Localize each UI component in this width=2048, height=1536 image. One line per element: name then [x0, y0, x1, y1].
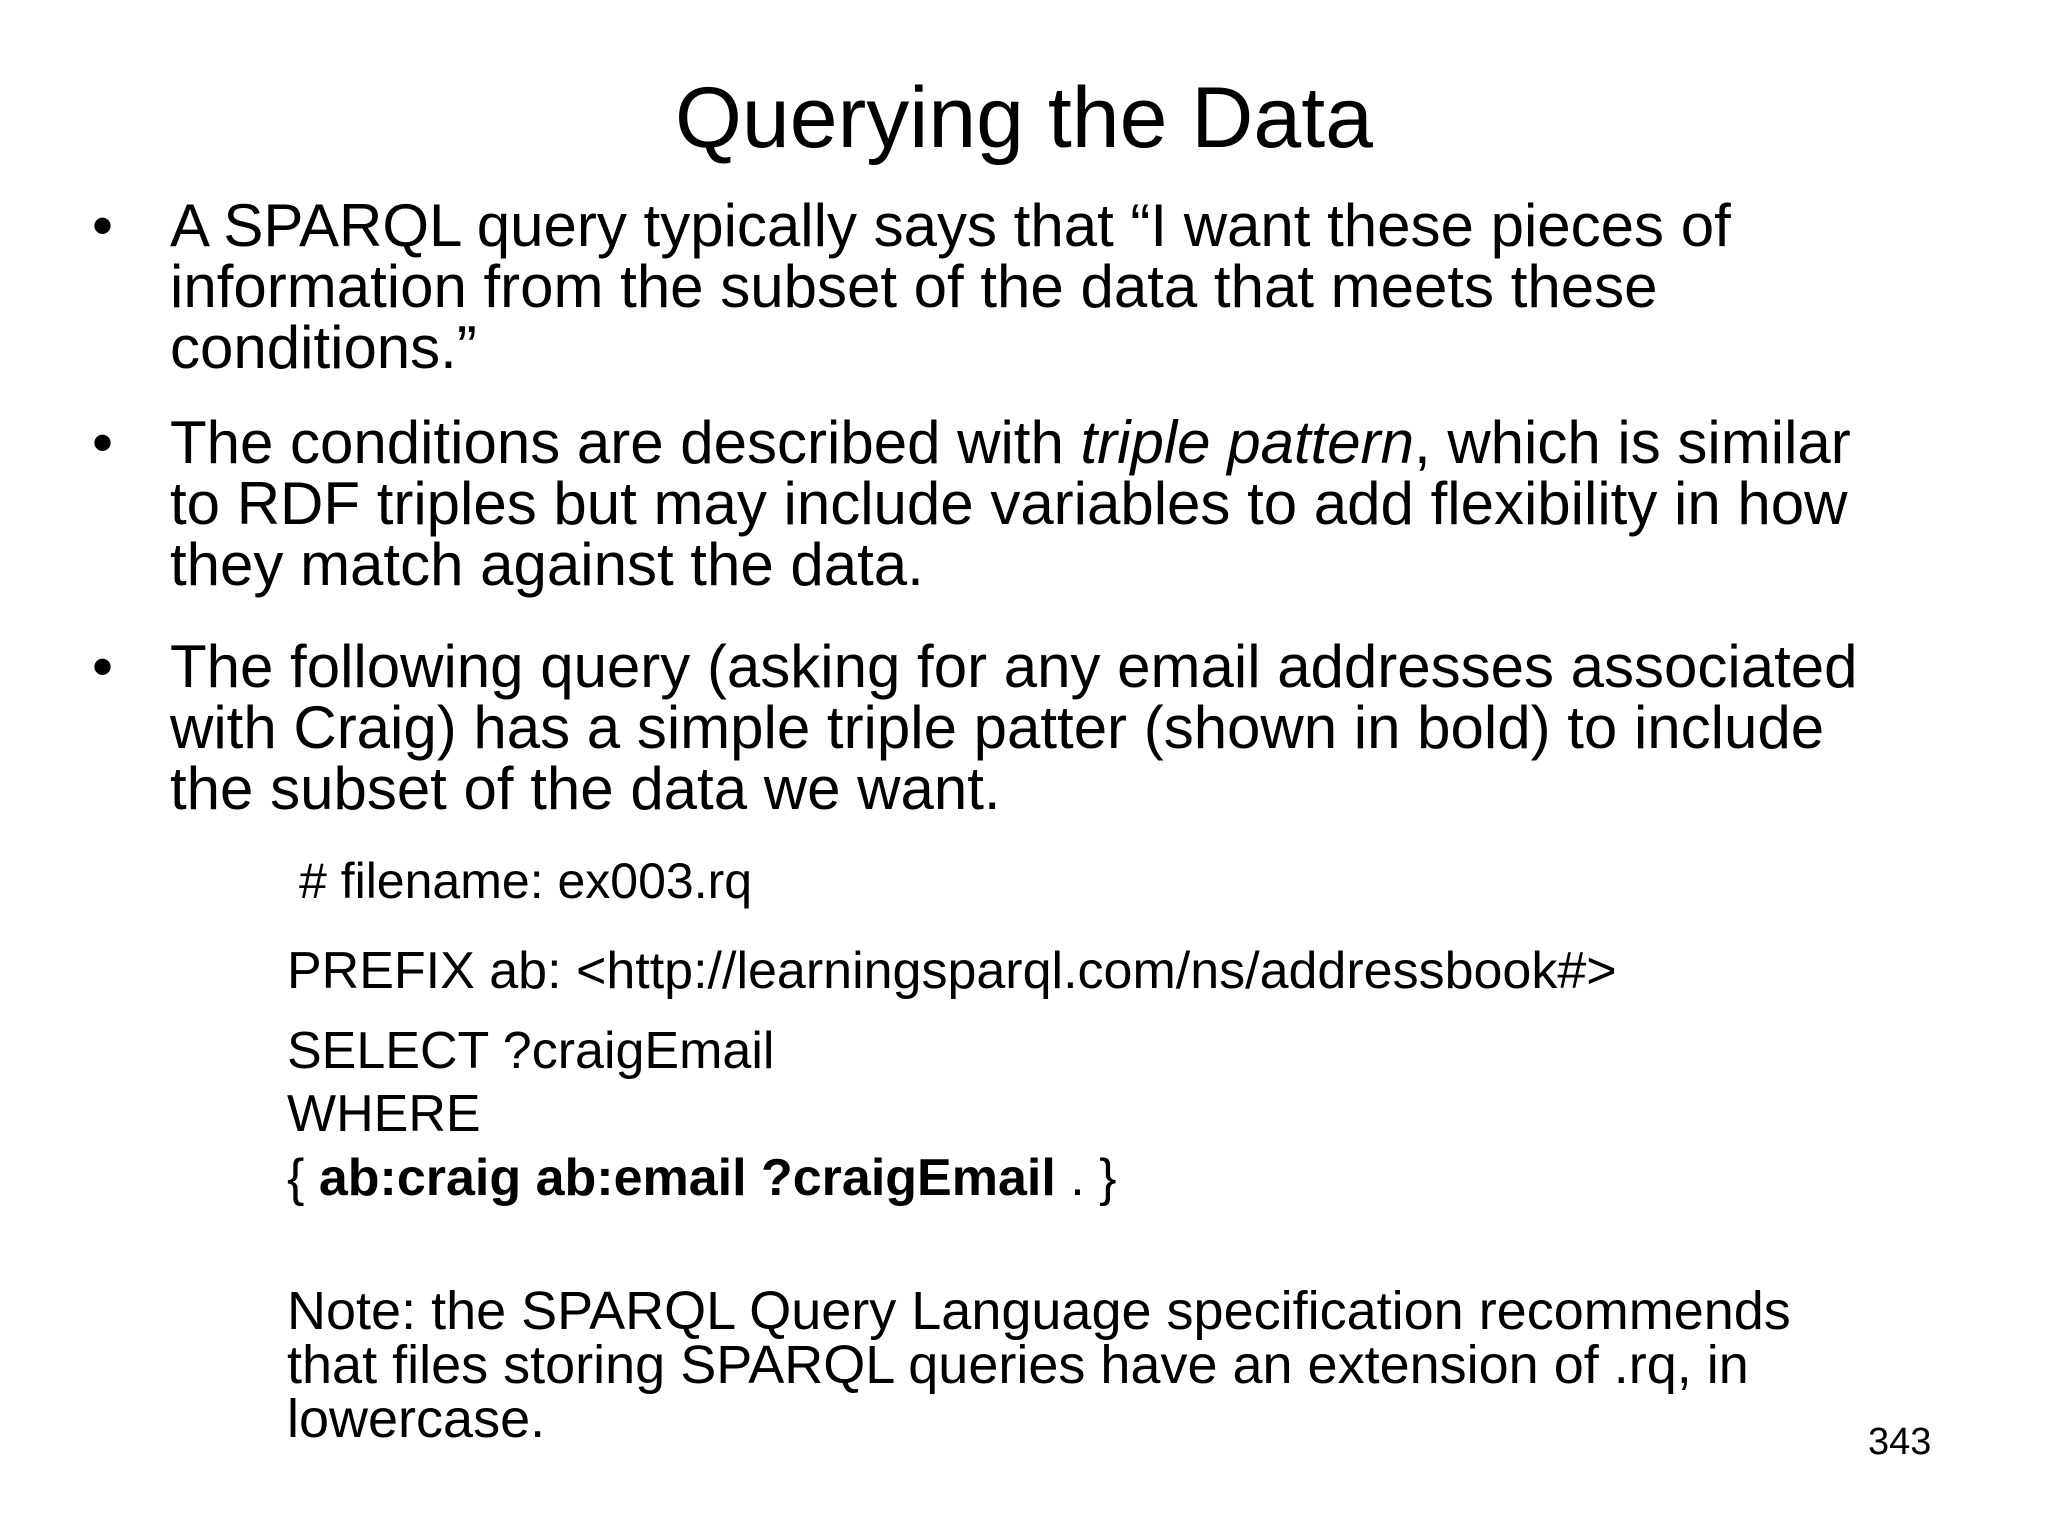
query-comment: # filename: ex003.rq — [299, 853, 753, 909]
query-select-line: SELECT ?craigEmail — [287, 1022, 775, 1080]
bullet-line: The following query (asking for any email addresses associated — [170, 633, 1858, 700]
bullet-text — [170, 633, 2048, 822]
brace-close: . } — [1055, 1149, 1117, 1207]
bullet-line: with Craig) has a simple triple patter (shown in bold) to include — [170, 694, 1825, 761]
triple-pattern: ab:craig ab:email ?craigEmail — [318, 1149, 1056, 1207]
slide-title: Querying the Data — [675, 70, 1373, 166]
emphasized-term: triple pattern — [1080, 409, 1415, 476]
bullet-line: A SPARQL query typically says that “I want these pieces of — [170, 192, 1731, 259]
bullet-line: information from the subset of the data that meets these — [170, 253, 1658, 320]
query-prefix-line: PREFIX ab: <http://learningsparql.com/ns/addressbook#> — [287, 942, 1617, 1000]
note-line: that files storing SPARQL queries have an extension of .rq, in — [287, 1335, 1749, 1395]
bullet-line: to RDF triples but may include variables to add flexibility in how — [170, 470, 1848, 537]
page-number: 343 — [1868, 1421, 1932, 1463]
note-line: Note: the SPARQL Query Language specification recommends — [287, 1281, 1791, 1341]
bullet-text — [170, 409, 2048, 598]
bullet-line: they match against the data. — [170, 531, 924, 598]
bullet-text-segment: , which is similar — [1414, 409, 1851, 476]
query-where-line: WHERE — [287, 1085, 481, 1143]
bullet-line — [170, 409, 2048, 476]
query-triple-pattern-line — [287, 1148, 1116, 1208]
brace-open: { — [287, 1149, 319, 1207]
note-line: lowercase. — [287, 1389, 546, 1449]
bullet-text-segment: The conditions are described with — [170, 409, 1081, 476]
bullet-point-icon: • — [92, 633, 114, 700]
bullet-line: the subset of the data we want. — [170, 755, 1001, 822]
bullet-text — [170, 192, 2048, 381]
bullet-point-icon: • — [92, 409, 114, 476]
bullet-point-icon: • — [92, 192, 114, 259]
note-block — [287, 1281, 1791, 1449]
bullet-line: conditions.” — [170, 314, 477, 381]
